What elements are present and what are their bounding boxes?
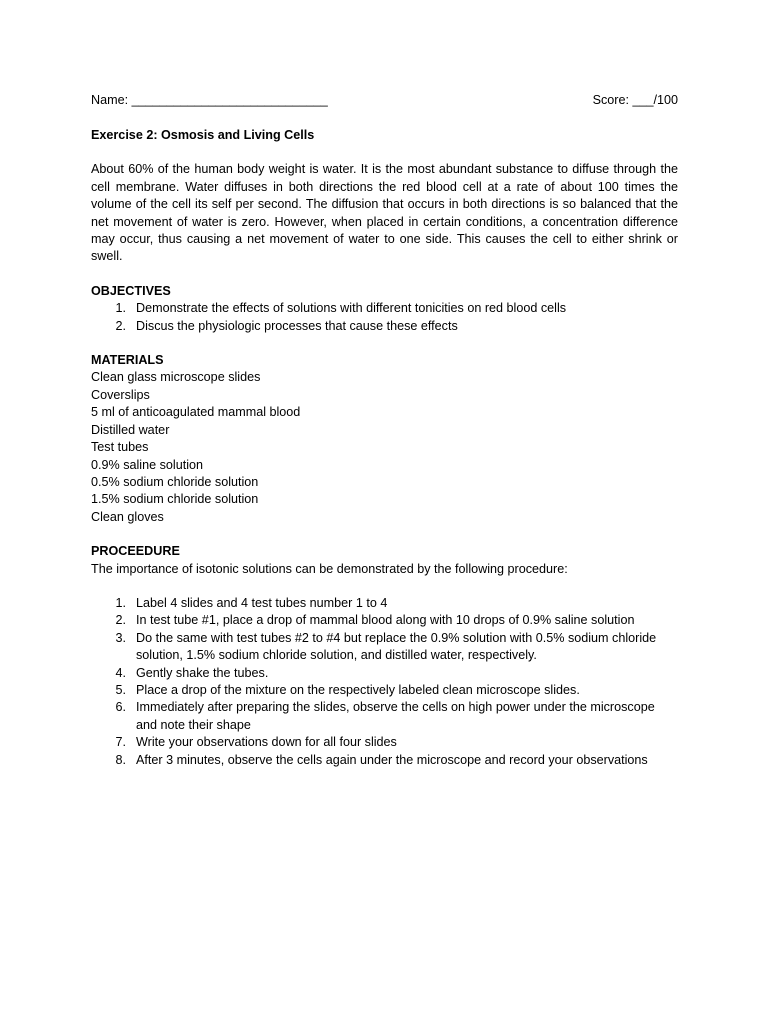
intro-paragraph: About 60% of the human body weight is water. It is the most abundant substance to diffuse through the cell membrane. Water diffuses in both directions the red blood cell at a rate of about 100 times the volume of the cell its self per second. The diffusion that occurs in both directions is so balanced that the net movement of water is zero. However, when placed in certain conditions, a concentration difference may occur, thus causing a net movement of water to one side. This causes the cell to either shrink or swell.: [91, 162, 678, 264]
header-row: [91, 92, 678, 110]
name-field-label: Name: ____________________________: [91, 93, 328, 107]
list-item: 0.9% saline solution: [91, 457, 204, 472]
list-item: 3. Do the same with test tubes #2 to #4 but replace the 0.9% solution with 0.5% sodium chloride solution, 1.5% sodium chloride solution, and distilled water, respectively.: [115, 630, 657, 663]
materials-heading: MATERIALS: [91, 353, 164, 368]
list-item: 5 ml of anticoagulated mammal blood: [91, 405, 301, 420]
list-item: Clean gloves: [91, 509, 164, 524]
list-item: 6. Immediately after preparing the slides, observe the cells on high power under the microscope and note their shape: [115, 700, 655, 732]
list-item: 0.5% sodium chloride solution: [91, 474, 259, 489]
list-item: 1. Demonstrate the effects of solutions with different tonicities on red blood cells: [115, 301, 567, 316]
list-item: 2. Discus the physiologic processes that cause these effects: [115, 318, 458, 333]
procedure-heading: PROCEEDURE: [91, 544, 180, 559]
list-item: Coverslips: [91, 387, 150, 402]
list-item: 7. Write your observations down for all four slides: [115, 735, 397, 750]
procedure-intro: The importance of isotonic solutions can be demonstrated by the following procedure:: [91, 561, 568, 576]
procedure-steps: [91, 595, 678, 769]
list-item: 4. Gently shake the tubes.: [115, 665, 269, 680]
list-item: 1.5% sodium chloride solution: [91, 492, 259, 507]
list-item: 1. Label 4 slides and 4 test tubes number 1 to 4: [115, 595, 388, 610]
score-field-label: Score: ___/100: [592, 93, 678, 107]
materials-list: [91, 369, 678, 526]
list-item: 5. Place a drop of the mixture on the respectively labeled clean microscope slides.: [115, 682, 580, 697]
list-item: Distilled water: [91, 422, 170, 437]
list-item: Clean glass microscope slides: [91, 370, 261, 385]
list-item: 8. After 3 minutes, observe the cells again under the microscope and record your observations: [115, 752, 648, 767]
exercise-title: Exercise 2: Osmosis and Living Cells: [91, 128, 315, 142]
objectives-list: [91, 300, 678, 335]
objectives-heading: OBJECTIVES: [91, 283, 171, 298]
list-item: 2. In test tube #1, place a drop of mammal blood along with 10 drops of 0.9% saline solution: [115, 613, 635, 628]
list-item: Test tubes: [91, 440, 149, 455]
document-body: [91, 92, 678, 769]
